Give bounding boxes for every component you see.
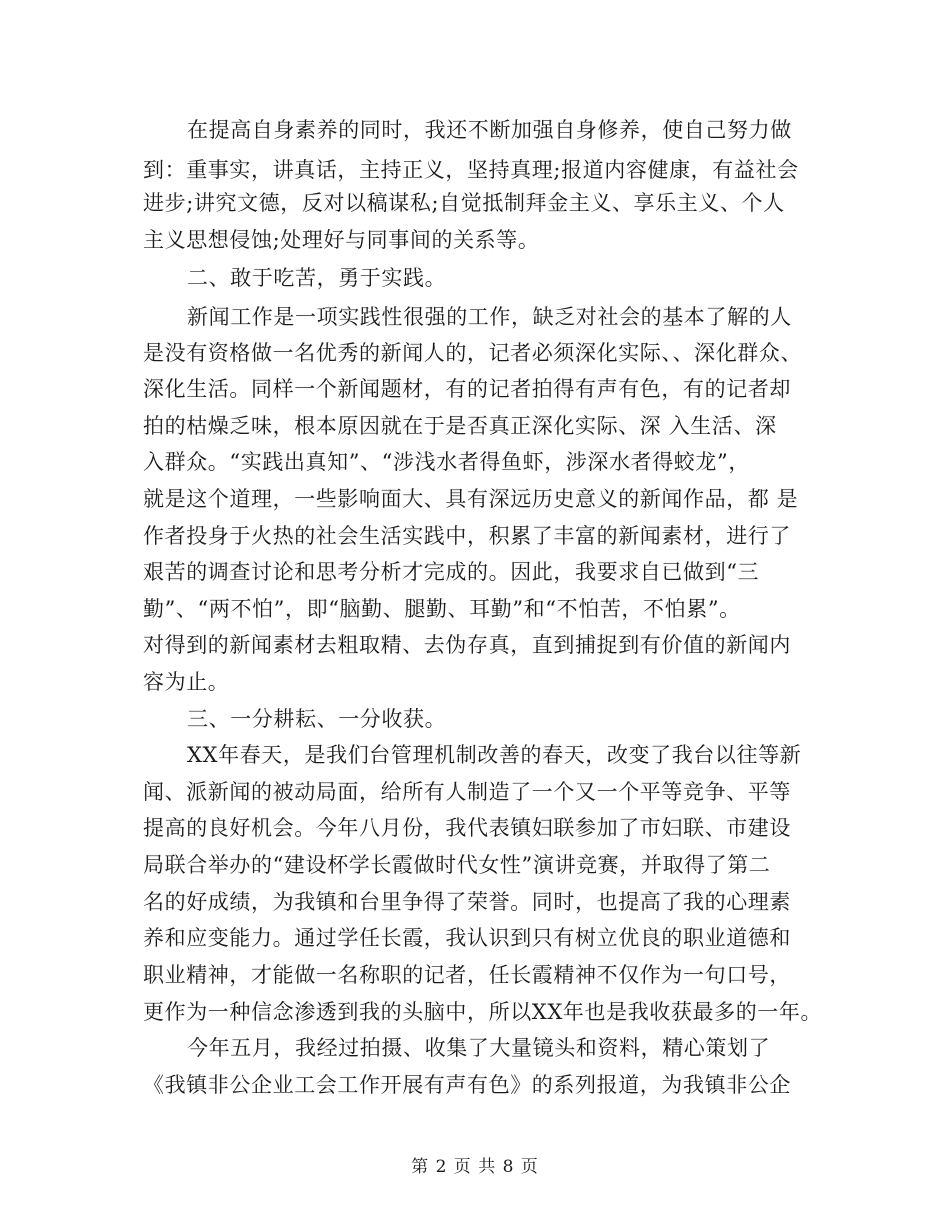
paragraph-line: 就是这个道理，一些影响面大、具有深远历史意义的新闻作品，都 是	[143, 487, 799, 511]
paragraph-line: 容为止。	[143, 670, 230, 694]
paragraph-line: 闻、派新闻的被动局面，给所有人制造了一个又一个平等竞争、平等	[143, 780, 791, 804]
paragraph-line: 对得到的新闻素材去粗取精、去伪存真，直到捕捉到有价值的新闻内	[143, 633, 791, 657]
paragraph-line: 今年五月，我经过拍摄、收集了大量镜头和资料，精心策划了	[187, 1036, 771, 1060]
section-heading: 二、敢于吃苦，勇于实践。	[187, 266, 447, 290]
paragraph-line: 养和应变能力。通过学任长霞，我认识到只有树立优良的职业道德和	[143, 926, 791, 950]
page-number-footer: 第 2 页 共 8 页	[411, 1157, 539, 1177]
paragraph-line: 入群众。“实践出真知”、“涉浅水者得鱼虾，涉深水者得蛟龙”，	[143, 450, 750, 474]
paragraph-line: 艰苦的调查讨论和思考分析才完成的。因此，我要求自已做到“三	[143, 560, 760, 584]
paragraph-line: XX年春天，是我们台管理机制改善的春天，改变了我台以往等新	[187, 743, 802, 767]
paragraph-line: 到：重事实，讲真话，主持正义，坚持真理;报道内容健康，有益社会	[143, 158, 799, 182]
paragraph-line: 新闻工作是一项实践性很强的工作，缺乏对社会的基本了解的人	[187, 305, 792, 329]
paragraph-line: 局联合举办的“建设杯学长霞做时代女性”演讲竞赛，并取得了第二	[143, 853, 771, 877]
paragraph-line: 深化生活。同样一个新闻题材，有的记者拍得有声有色，有的记者却	[143, 377, 791, 401]
paragraph-line: 拍的枯燥乏味，根本原因就在于是否真正深化实际、深 入生活、深	[143, 414, 777, 438]
paragraph-line: 勤”、“两不怕”，即“脑勤、腿勤、耳勤”和“不怕苦，不怕累”。	[143, 597, 741, 621]
paragraph-line: 职业精神，才能做一名称职的记者，任长霞精神不仅作为一句口号，	[143, 963, 791, 987]
paragraph-line: 更作为一种信念渗透到我的头脑中，所以XX年也是我收获最多的一年。	[143, 1000, 823, 1024]
paragraph-line: 主义思想侵蚀;处理好与同事间的关系等。	[143, 228, 540, 252]
paragraph-line: 作者投身于火热的社会生活实践中，积累了丰富的新闻素材，进行了	[143, 524, 791, 548]
paragraph-line: 《我镇非公企业工会工作开展有声有色》的系列报道，为我镇非公企	[143, 1073, 791, 1097]
paragraph-line: 名的好成绩，为我镇和台里争得了荣誉。同时，也提高了我的心理素	[143, 890, 791, 914]
section-heading: 三、一分耕耘、一分收获。	[187, 707, 447, 731]
paragraph-line: 是没有资格做一名优秀的新闻人的，记者必须深化实际、、深化群众、	[143, 341, 803, 365]
paragraph-line: 提高的良好机会。今年八月份，我代表镇妇联参加了市妇联、市建设	[143, 816, 791, 840]
paragraph-line: 进步;讲究文德，反对以稿谋私;自觉抵制拜金主义、享乐主义、个人	[143, 191, 785, 215]
paragraph-line: 在提高自身素养的同时，我还不断加强自身修养，使自己努力做	[187, 118, 792, 142]
